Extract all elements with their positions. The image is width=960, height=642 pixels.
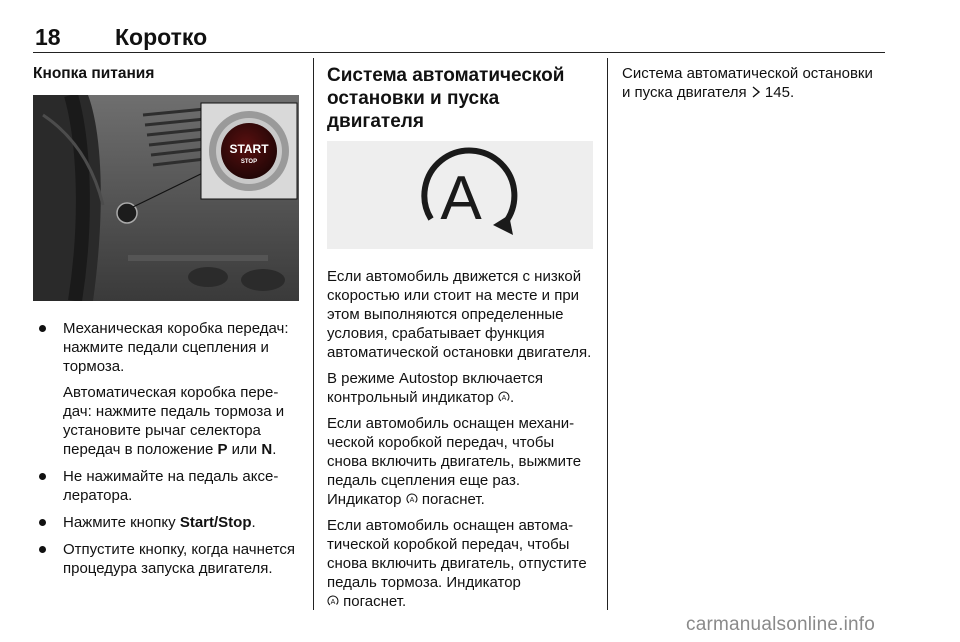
watermark: carmanualsonline.info <box>686 614 876 635</box>
column-power-button <box>33 64 301 586</box>
autostop-heading: Система автоматической остановки и пуска двигателя <box>327 65 565 132</box>
automatic-transmission-note: Автоматическая коробка передач: нажмите педаль тормоза и установите рычаг селектора передач в положение P или N. <box>63 384 285 458</box>
svg-text:A: A <box>501 395 507 402</box>
header-rule <box>33 52 885 53</box>
svg-text:A: A <box>330 599 336 606</box>
column-cross-reference <box>622 64 884 109</box>
list-item: Нажмите кнопку Start/Stop. <box>33 513 301 532</box>
autostop-indicator-icon <box>498 391 510 403</box>
section-title: Коротко <box>115 24 208 50</box>
column-divider-1 <box>313 58 314 610</box>
svg-text:A: A <box>409 497 414 504</box>
page-number: 18 <box>35 24 61 50</box>
autostop-paragraph-4: Если автомобиль оснащен автоматической коробкой передач, чтобы снова включить двигатель, отпустите педаль тормоза. Индикатор A погаснет. <box>327 517 587 610</box>
autostop-symbol <box>327 141 593 249</box>
autostop-indicator-icon <box>327 595 339 607</box>
cross-reference-text: Система автоматической остановки и пуска двигателя 145. <box>622 65 873 101</box>
power-button-subheading: Кнопка питания <box>33 65 155 82</box>
column-divider-2 <box>607 58 608 610</box>
autostop-indicator-icon <box>406 493 418 505</box>
list-item: Отпустите кнопку, когда начнется процедура запуска двигателя. <box>33 540 301 578</box>
column-autostop <box>327 64 593 618</box>
list-item: Механическая коробка передач: нажмите педали сцепления и тормоза. Автоматическая коробка передач: нажмите педаль тормоза и установите рычаг селектора передач в положение P или N. <box>33 319 301 459</box>
stop-label: STOP <box>240 159 258 165</box>
page-reference-arrow-icon <box>751 86 761 98</box>
power-button-steps <box>33 319 301 578</box>
start-label: START <box>229 142 269 156</box>
autostop-symbol-letter: A <box>440 164 482 233</box>
list-item: Не нажимайте на педаль акселератора. <box>33 467 301 505</box>
autostop-paragraph-2: В режиме Autostop включается контрольный индикатор A . <box>327 370 543 406</box>
autostop-paragraph-3: Если автомобиль оснащен механической коробкой передач, чтобы снова включить двигатель, выжмите педаль сцепления еще раз. Индикатор A погаснет. <box>327 415 582 508</box>
page-reference[interactable]: 145. <box>764 84 795 101</box>
autostop-paragraph-1: Если автомобиль движется с низкой скоростью или стоит на месте и при этом выполняются определенные условия, срабатывает функция автоматической остановки двигателя. <box>327 268 592 361</box>
start-stop-button-photo <box>33 95 299 301</box>
page-header <box>33 18 885 52</box>
